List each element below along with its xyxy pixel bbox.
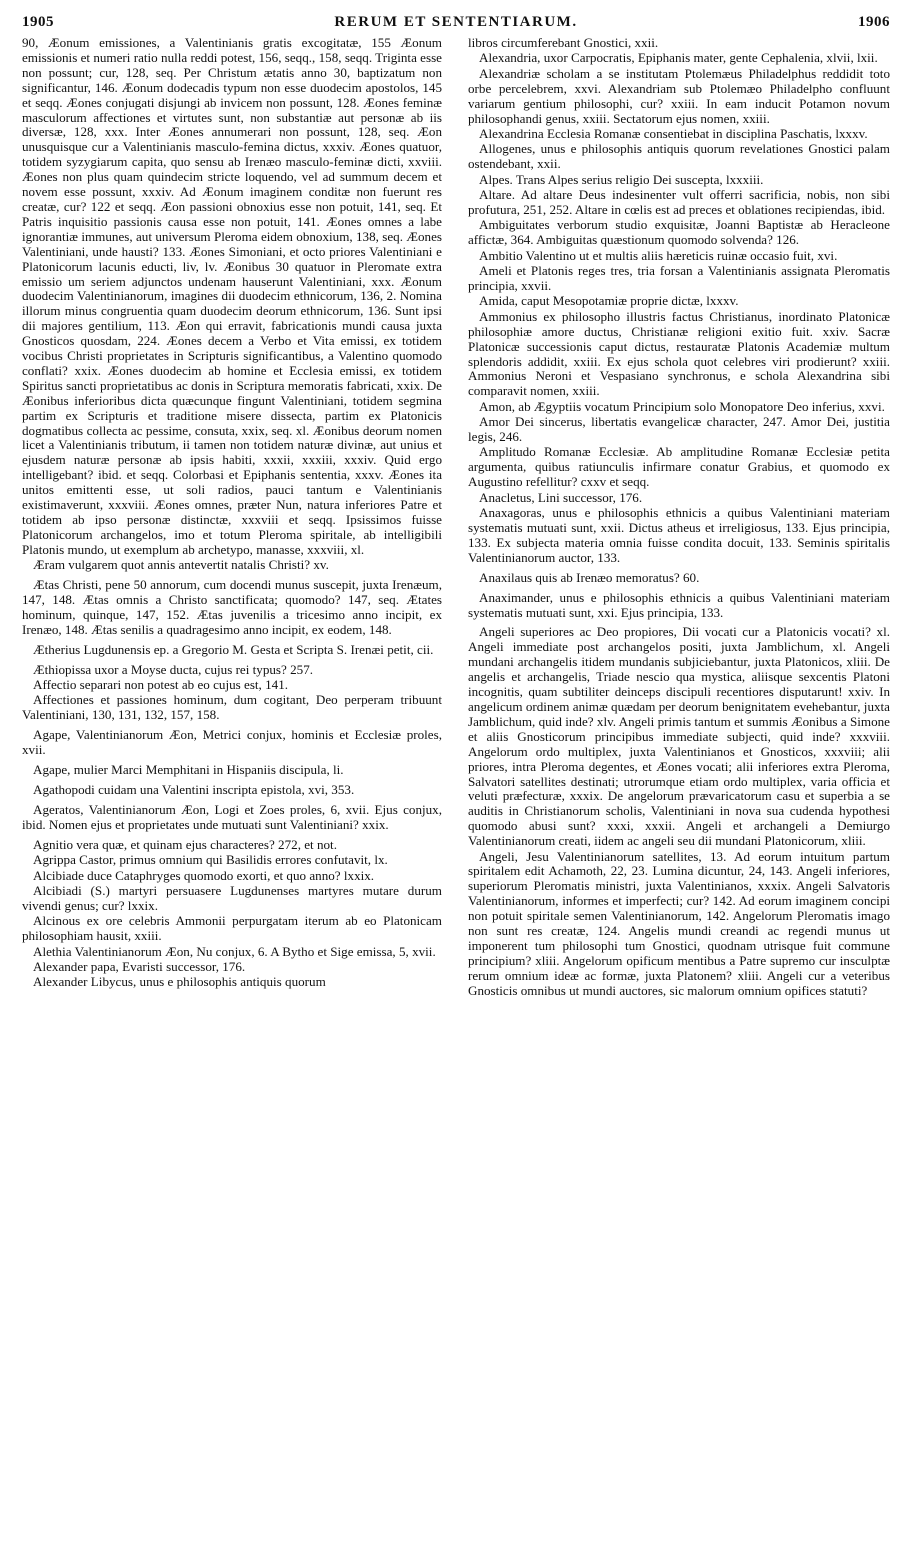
- index-entry: Agape, Valentinianorum Æon, Metrici conjux, hominis et Ecclesiæ proles, xvii.: [22, 727, 442, 758]
- index-entry: Alcibiadi (S.) martyri persuasere Lugdunenses martyres mutare durum vivendi genus; cur? lxxix.: [22, 882, 442, 913]
- index-entry: Altare. Ad altare Deus indesinenter vult offerri sacrificia, nobis, non sibi profutura, 251, 252. Altare in cœlis est ad preces et oblationes recipiendas, ibid.: [468, 187, 890, 217]
- index-entry: libros circumferebant Gnostici, xxii.: [468, 36, 659, 50]
- index-entry: Ætas Christi, pene 50 annorum, cum docendi munus suscepit, juxta Irenæum, 147, 148. Ætas omnis a Christo sanctificata; quomodo? 147, seq. Ætates hominum, quinque, 147, 152. Ætas juvenilis a tricesimo anno incipit, ex Irenæo, 148. Ætas senilis a quadragesimo anno incipit, ex eodem, 148.: [22, 577, 442, 637]
- index-entry: Allogenes, unus e philosophis antiquis quorum revelationes Gnostici palam ostendebant, xxii.: [468, 141, 890, 172]
- index-entry: Alethia Valentinianorum Æon, Nu conjux, 6. A Bytho et Sige emissa, 5, xvii.: [33, 943, 436, 959]
- index-entry: Angeli, Jesu Valentinianorum satellites, 13. Ad eorum intuitum partum spiritalem edit Achamoth, 22, 23. Lumina dicuntur, 24, 143. Angeli inferiores, superiorum Pleromatis ministri, juxta Valentinianos, xxxix. Angeli Salvatoris Valentinianorum, informes et imperfecti; cur? 142. Ad eorum imaginem concipi non potuit spiritale semen Valentinianorum, 142. Angelorum Pleromatis imago non sunt res creatæ, 124. Angelis mundi creandi ac regendi munus ut imponerent tum philosophi tum Gnostici, quodnam utrisque fuit commune principium? xliii. Angelorum opificum mentibus a Patre supremo cur insculptæ rerum omnium ideæ ac formæ, juxta Platonem? xliii. Angeli cur a veteribus Gnosticis omnibus ut mundi auctores, sic malorum omnium opifices statuti?: [468, 848, 890, 998]
- index-entry: Alexandriæ scholam a se institutam Ptolemæus Philadelphus reddidit toto orbe percelebrem, xxvi. Alexandriam sub Ptolemæo Philadelpho confluunt variarum gentium philosophi, cur? xxiii. In eam inducit Potamon novum philosophandi genus, xxiii. Sectatorum ejus nomen, xxiii.: [468, 65, 890, 126]
- index-entry: Anaximander, unus e philosophis ethnicis a quibus Valentiniani materiam systematis mutuati sunt, xxi. Ejus principia, 133.: [468, 589, 890, 620]
- right-column: [468, 36, 890, 1556]
- index-entry: Alexander Libycus, unus e philosophis antiquis quorum: [33, 974, 326, 990]
- index-entry: Agathopodi cuidam una Valentini inscripta epistola, xvi, 353.: [33, 782, 355, 797]
- index-entry: Agape, mulier Marci Memphitani in Hispaniis discipula, li.: [33, 762, 344, 778]
- index-entry: Æram vulgarem quot annis antevertit natalis Christi? xv.: [33, 557, 329, 573]
- index-entry: Alexandria, uxor Carpocratis, Epiphanis mater, gente Cephalenia, xlvii, lxii.: [479, 50, 878, 66]
- index-entry: Alexander papa, Evaristi successor, 176.: [33, 958, 246, 974]
- index-entry: Amplitudo Romanæ Ecclesiæ. Ab amplitudine Romanæ Ecclesiæ petita argumenta, quibus ratiunculis infirmare conatur Grabius, et quomodo ex Augustino refellitur? cxxv et seqq.: [468, 444, 890, 490]
- left-column: [22, 36, 442, 1556]
- index-entry: Anacletus, Lini successor, 176.: [479, 489, 643, 505]
- index-entry: Anaxagoras, unus e philosophis ethnicis a quibus Valentiniani materiam systematis mutuati sunt, xxii. Dictus atheus et irreligiosus, 133. Ejus principia, 133. Ex subjecta materia omnia fuisse condita docuit, 133. Seminis spiritalis Valentinianorum auctor, 133.: [468, 505, 890, 565]
- index-entry: Ageratos, Valentinianorum Æon, Logi et Zoes proles, 6, xvii. Ejus conjux, ibid. Nomen ejus et proprietates unde mutuati sunt Valentiniani? xxix.: [22, 801, 442, 832]
- index-entry: Alcibiade duce Cataphryges quomodo exorti, et quo anno? lxxix.: [33, 867, 375, 883]
- index-entry: Affectiones et passiones hominum, dum cogitant, Deo perperam tribuunt Valentiniani, 130, 131, 132, 157, 158.: [22, 692, 442, 723]
- index-entry: Amor Dei sincerus, libertatis evangelicæ character, 247. Amor Dei, justitia legis, 246.: [468, 414, 890, 445]
- index-entry: Ambitio Valentino ut et multis aliis hæreticis ruinæ occasio fuit, xvi.: [479, 247, 838, 263]
- index-entry: Ætherius Lugdunensis ep. a Gregorio M. Gesta et Scripta S. Irenæi petit, cii.: [33, 641, 434, 657]
- index-entry: Alexandrina Ecclesia Romanæ consentiebat in disciplina Paschatis, lxxxv.: [479, 125, 868, 141]
- page-number-right: 1906: [858, 14, 890, 30]
- index-entry: Angeli superiores ac Deo propiores, Dii vocati cur a Platonicis vocati? xl. Angeli immediate post archangelos positi, juxta Jamblichum, xl. Angeli mundani archangelis itidem mundanis subjiciebantur, juxta Platonicos, xliii. De angelis et archangelis, Triade nescio qua mystica, aliisque sexcentis Platoni incognitis, quam subtiliter deinceps discipuli recentiores disputarunt! xxiv. In angelicum ordinem animæ quædam per deorum benignitatem evehebantur, juxta Jamblichum, quid inde? xlv. Angeli primis tantum et summis Æonibus a Simone et aliis Gnosticorum principibus immediate subjecti, quid inde? xxxviii. Angelorum ordo multiplex, juxta Valentinianos et Gnosticos, xxxviii; alii priores, intra Pleroma degentes, et Æones vocati; alii inferiores extra Pleroma, Salvatori satellites destinati; utrorumque etiam ordo multiplex, varia officia et veluti præfecturæ, xxxix. De angelorum prævaricatorum casu et superbia a se auditis in Christianorum scholis, Valentiniani in nova sua cudenda hypothesi quomodo abusi sunt? xxxi, xxxii. Angeli et archangeli a Demiurgo Valentinianorum creati, iidem ac angeli seu dii mundani Platonicorum, xliii.: [468, 624, 890, 849]
- page-header: [22, 14, 890, 36]
- index-entry: Amon, ab Ægyptiis vocatum Principium solo Monopatore Deo inferius, xxvi.: [479, 398, 885, 414]
- index-entry: Alcinous ex ore celebris Ammonii perpurgatam iterum ab eo Platonicam philosophiam hausit, xxiii.: [22, 913, 442, 944]
- index-entry: Agnitio vera quæ, et quinam ejus characteres? 272, et not.: [33, 836, 337, 852]
- page-number-left: 1905: [22, 14, 54, 30]
- index-entry: Anaxilaus quis ab Irenæo memoratus? 60.: [479, 569, 700, 585]
- index-entry: 90, Æonum emissiones, a Valentinianis gratis excogitatæ, 155 Æonum emissionis et numeri ratio nulla reddi potest, 156, seqq., 158, seqq. Triginta esse non possunt; cur, 128, seq. Per Christum ætatis anno 30, baptizatum non significantur, 146. Æonum dodecadis typum non esse duodecim apostolos, 145 et seqq. Æones conjugati disjungi ab invicem non possunt, 128. Æones feminæ masculorum affectiones et virtutes sunt, non substantiæ aut personæ ab iis diversæ, 128, xxx. Inter Æones annumerari non possunt, 128, seq. Æon unusquisque cur a Valentinianis masculo-femina dictus, xxxiv. Æones quatuor, totidem syzygiarum capita, quo sensu ab Irenæo masculo-feminæ dicti, xxviii. Æones non plus quam quindecim stricte loquendo, vel ad summum decem et novem esse possunt, xxxiv. Ad Æonum imaginem conditæ non fuerunt res creatæ, cur? 122 et seqq. Æon passioni obnoxius esse non potuit, 141, seq. Et Patris inquisitio passionis causa esse non potuit, 141. Æones omnes a labe ignorantiæ immunes, aut universum Pleroma eidem obnoxium, 138, seq. Æones Valentiniani, unde hausti? 133. Æones Simoniani, et octo priores Valentiniani e Platonicorum lacunis educti, liv, lv. Æonibus 30 quatuor in Pleromate extra emissio um seriem adjunctos undenam hauserunt Valentiniani, xxx. Æonum duodecim Valentinianorum, imagines dii duodecim ethnicorum, 136, 2. Nomina illorum minus congruentia quam duodecim deorum ethnicorum, 136. Sunt ipsi dii majores gentilium, 113. Æon qui erravit, fabricationis mundi causa juxta Gnosticos quosdam, 224. Æones decem a Verbo et Vita emissi, ex totidem vocibus Christi proprietates in Scripturis significantibus, a Valentino quomodo conflati? xxix. Æones duodecim ab homine et Ecclesia emissi, ex totidem Spiritus sancti proprietatibus ac donis in Scriptura memoratis fabricati, xxix. De Æonibus inferioribus dicta quæcunque fingunt Valentiniani, totidem segmina partim ex Scripturis et traditione misere dissecta, partim ex Platonicis dogmatibus collecta ac pessime, consuta, xxix, seq. xl. Æonibus deorum nomen licet a Valentinianis tributum, ii tamen non totidem naturæ divinæ, aut unius et ejusdem naturæ personæ ab ipsis habiti, xxxii, xxxiii, xxxiv. Quid ergo intelligebant? ibid. et seqq. Colorbasi et Epiphanis sententia, xxxv. Æones ita unitos emittenti esse, ut soli radios, pauci tantum e Valentinianis existimaverunt, xxxviii. Æones omnes, præter Nun, natura inferiores Patre et totidem ab ipso personæ distinctæ, xxxviii et seqq. Ipsissimos fuisse Platonicorum archangelos, imo et totum Pleroma spiritale, ab intelligibili Platonis mundo, ut exemplum ab archetypo, manasse, xxxviii, xl.: [22, 36, 442, 557]
- index-entry: Amida, caput Mesopotamiæ proprie dictæ, lxxxv.: [479, 293, 739, 309]
- index-entry: Ammonius ex philosopho illustris factus Christianus, inordinato Platonicæ philosophiæ amore ductus, Christianæ religioni exitio fuit. xxiv. Sacræ Platonicæ successionis caput dictus, restauratæ Platonis Academiæ multum splendoris addidit, xxiii. Ex ejus schola quot celebres viri prodierunt? xxiii. Ammonius Neroni et Vespasiano synchronus, e schola Alexandrina sibi comparavit nomen, xxiii.: [468, 308, 890, 399]
- running-title: RERUM ET SENTENTIARUM.: [334, 14, 578, 30]
- index-entry: Æthiopissa uxor a Moyse ducta, cujus rei typus? 257.: [33, 661, 314, 677]
- index-entry: Agrippa Castor, primus omnium qui Basilidis errores confutavit, lx.: [33, 852, 388, 868]
- index-entry: Ameli et Platonis reges tres, tria forsan a Valentinianis assignata Pleromatis principia, xxvii.: [468, 263, 890, 293]
- index-entry: Ambiguitates verborum studio exquisitæ, Joanni Baptistæ ab Heracleone affictæ, 364. Ambiguitas quæstionum quomodo solvenda? 126.: [468, 217, 890, 248]
- index-entry: Affectio separari non potest ab eo cujus est, 141.: [33, 677, 289, 693]
- index-entry: Alpes. Trans Alpes serius religio Dei suscepta, lxxxiii.: [479, 171, 764, 187]
